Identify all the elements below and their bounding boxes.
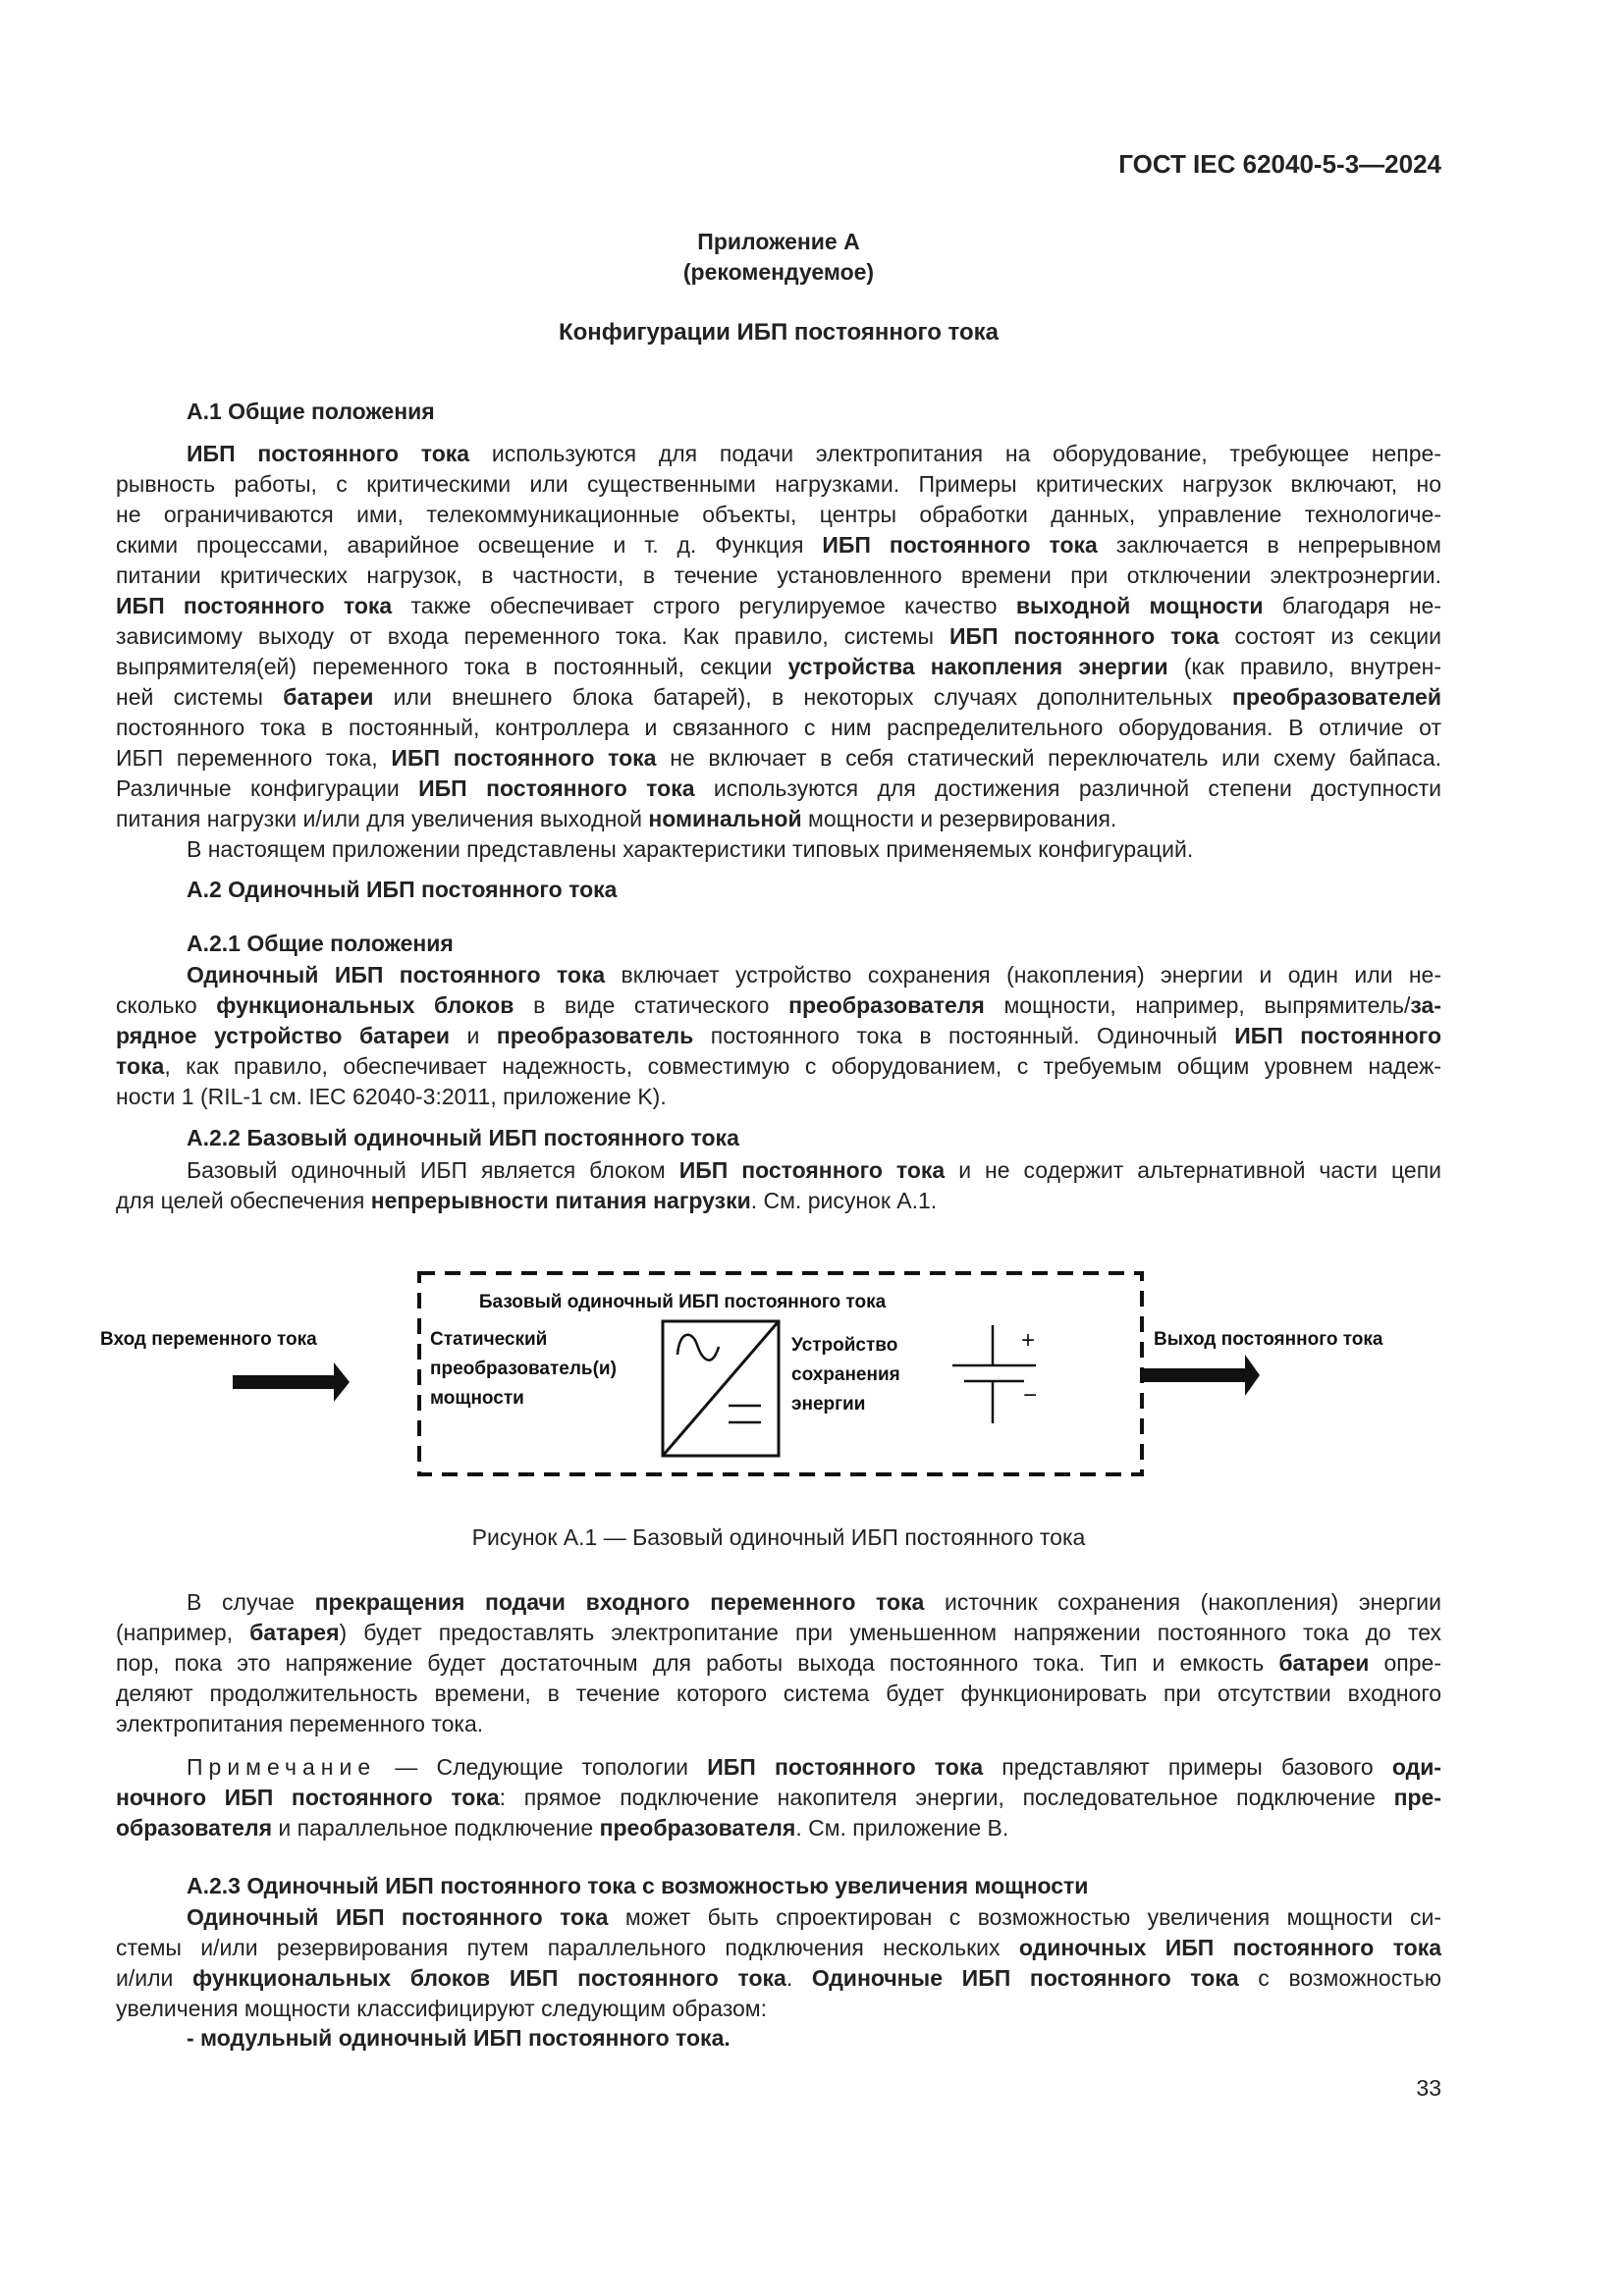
text-run: постоянного тока в постоянный, контроллера и связанного с ним распределительного оборудования. В отличие от	[116, 715, 1441, 740]
output-label: Выход постоянного тока	[1154, 1329, 1383, 1350]
text-run: постоянного тока в постоянный. Одиночный	[693, 1023, 1235, 1048]
storage-label-line-2: сохранения	[791, 1364, 900, 1385]
text-run: может быть спроектирован с возможностью увеличения мощности си-	[608, 1904, 1441, 1930]
text-run: и/или	[116, 1965, 193, 1991]
text-run: сколько	[116, 992, 217, 1018]
text-line	[116, 1680, 1441, 1707]
text-run: опре-	[1369, 1650, 1441, 1676]
text-run: с возможностью	[1238, 1965, 1441, 1991]
text-run: и	[449, 1023, 497, 1048]
text-line	[116, 1187, 1441, 1214]
bold-term: преобразователя	[599, 1815, 796, 1841]
text-line	[116, 714, 1441, 741]
text-run: . См. приложение В.	[795, 1815, 1009, 1841]
text-line	[116, 622, 1441, 650]
converter-label-line-2: преобразователь(и)	[430, 1359, 617, 1379]
bold-term: выходной мощности	[1015, 593, 1264, 618]
bold-term: номинальной	[648, 806, 802, 831]
bold-term: ИБП постоянного тока	[707, 1754, 984, 1780]
converter-label-line-1: Статический	[430, 1329, 548, 1350]
bullet-modular-ups: - модульный одиночный ИБП постоянного тока.	[187, 2025, 731, 2051]
text-line	[116, 683, 1441, 711]
storage-label-line-1: Устройство	[791, 1335, 898, 1356]
page-number: 33	[1416, 2075, 1441, 2101]
output-arrow-icon	[1144, 1355, 1260, 1396]
ac-dc-converter-icon	[663, 1321, 779, 1456]
bold-term: одиночных ИБП постоянного тока	[1018, 1935, 1441, 1960]
section-a21-heading: А.2.1 Общие положения	[187, 931, 454, 956]
bold-term: за-	[1410, 992, 1441, 1018]
note-label: Примечание	[187, 1754, 377, 1780]
text-run: : прямое подключение накопителя энергии, последовательное подключение	[499, 1785, 1394, 1810]
bold-term: пре-	[1393, 1785, 1441, 1810]
text-line	[116, 1964, 1441, 1992]
text-line	[187, 1156, 1441, 1184]
bold-term: ИБП постоянного тока	[187, 441, 470, 466]
text-line	[116, 805, 1441, 832]
bold-term: Одиночные ИБП постоянного тока	[811, 1965, 1239, 1991]
text-run: представляют примеры базового	[983, 1754, 1392, 1780]
text-run: заключается в непрерывном	[1097, 532, 1441, 558]
bold-term: рядное устройство батареи	[116, 1023, 450, 1048]
text-run: также обеспечивает строго регулируемое качество	[392, 593, 1016, 618]
text-run: увеличения мощности классифицируют следующим образом:	[116, 1996, 768, 2021]
text-run: электропитания переменного тока.	[116, 1711, 484, 1736]
bold-term: преобразователь	[496, 1023, 694, 1048]
converter-label-line-3: мощности	[430, 1388, 524, 1409]
bold-term: преобразователей	[1232, 684, 1441, 710]
bold-term: ИБП постоянного тока	[948, 623, 1219, 649]
text-run: деляют продолжительность времени, в течение которого система будет функционировать при отсутствии входного	[116, 1681, 1441, 1706]
bold-term: ИБП постоянного тока	[391, 745, 657, 771]
bold-term: батареи	[1278, 1650, 1370, 1676]
plus-sign: +	[1021, 1327, 1036, 1354]
text-line	[116, 1934, 1441, 1961]
text-run: — Следующие топологии	[376, 1754, 708, 1780]
text-run: не ограничиваются ими, телекоммуникационные объекты, центры обработки данных, управление технологиче-	[116, 502, 1441, 527]
text-line	[187, 440, 1441, 467]
bold-term: Одиночный ИБП постоянного тока	[187, 962, 606, 988]
bold-term: ночного ИБП постоянного тока	[116, 1785, 500, 1810]
annex-heading: Конфигурации ИБП постоянного тока	[558, 319, 1000, 346]
text-run: Различные конфигурации	[116, 775, 419, 801]
text-run: .	[785, 1965, 812, 1991]
figure-a1-caption: Рисунок А.1 — Базовый одиночный ИБП постоянного тока	[471, 1524, 1086, 1550]
text-line	[116, 744, 1441, 772]
bold-term: ИБП постоянного тока	[116, 593, 393, 618]
bold-term: тока	[116, 1053, 165, 1079]
text-line	[116, 1814, 1441, 1842]
section-a2-heading: А.2 Одиночный ИБП постоянного тока	[187, 877, 618, 902]
text-run: ней системы	[116, 684, 284, 710]
text-line	[116, 561, 1441, 589]
text-run: ИБП переменного тока,	[116, 745, 392, 771]
text-line	[116, 592, 1441, 619]
text-line	[116, 470, 1441, 498]
text-run: скими процессами, аварийное освещение и т. д. Функция	[116, 532, 823, 558]
text-line	[187, 1588, 1441, 1616]
text-run: для целей обеспечения	[116, 1188, 371, 1213]
text-run: рывность работы, с критическими или существенными нагрузками. Примеры критических нагрузок включают, но	[116, 471, 1441, 497]
bold-term: оди-	[1391, 1754, 1441, 1780]
text-run: состоят из секции	[1218, 623, 1441, 649]
text-run: ) будет предоставлять электропитание при уменьшенном напряжении постоянного тока до тех	[339, 1620, 1442, 1645]
text-run: питании критических нагрузок, в частности, в течение установленного времени при отключении электроэнергии.	[116, 562, 1441, 588]
annex-status: (рекомендуемое)	[682, 259, 875, 285]
bold-term: ИБП постоянного тока	[822, 532, 1098, 558]
text-run: стемы и/или резервирования путем параллельного подключения нескольких	[116, 1935, 1019, 1960]
text-line	[116, 1710, 1441, 1737]
bold-term: функциональных блоков	[216, 992, 514, 1018]
text-run: используются для подачи электропитания на оборудование, требующее непре-	[469, 441, 1442, 466]
figure-title: Базовый одиночный ИБП постоянного тока	[478, 1292, 887, 1312]
text-run: включает устройство сохранения (накопления) энергии и один или не-	[605, 962, 1441, 988]
text-line	[187, 961, 1441, 988]
bold-term: ИБП постоянного тока	[418, 775, 695, 801]
section-a22-heading: А.2.2 Базовый одиночный ИБП постоянного тока	[187, 1125, 739, 1150]
bold-term: функциональных блоков ИБП постоянного тока	[192, 1965, 786, 1991]
text-run: благодаря не-	[1263, 593, 1441, 618]
text-run: в виде статического	[514, 992, 789, 1018]
text-run: не включает в себя статический переключатель или схему байпаса.	[656, 745, 1442, 771]
text-run: используются для достижения различной степени доступности	[694, 775, 1441, 801]
bold-term: ИБП постоянного тока	[678, 1157, 946, 1183]
text-line	[187, 1753, 1441, 1781]
text-line	[116, 531, 1441, 559]
bold-term: устройства накопления энергии	[787, 654, 1168, 679]
section-a1-heading: А.1 Общие положения	[187, 399, 435, 424]
text-line	[116, 1995, 1441, 2022]
bold-term: образователя	[116, 1815, 273, 1841]
text-run: , как правило, обеспечивает надежность, совместимую с оборудованием, с требуемым общим уровнем надеж-	[164, 1053, 1441, 1079]
text-run: питания нагрузки и/или для увеличения выходной	[116, 806, 649, 831]
text-run: ности 1 (RIL-1 см. IEC 62040-3:2011, приложение K).	[116, 1084, 667, 1109]
storage-label-line-3: энергии	[791, 1394, 866, 1415]
bold-term: батарея	[249, 1620, 340, 1645]
text-line	[116, 501, 1441, 528]
text-run: Базовый одиночный ИБП является блоком	[187, 1157, 679, 1183]
text-line	[116, 1022, 1441, 1049]
text-line	[116, 774, 1441, 802]
text-run: и не содержит альтернативной части цепи	[945, 1157, 1441, 1183]
text-line	[116, 1083, 1441, 1110]
text-line	[116, 653, 1441, 680]
text-line	[116, 1784, 1441, 1811]
bold-term: Одиночный ИБП постоянного тока	[187, 1904, 609, 1930]
bold-term: ИБП постоянного	[1234, 1023, 1441, 1048]
text-run: зависимому выходу от входа переменного тока. Как правило, системы	[116, 623, 949, 649]
text-line	[187, 1903, 1441, 1931]
text-run: В случае	[187, 1589, 315, 1615]
text-run: (как правило, внутрен-	[1167, 654, 1441, 679]
figure-a1-diagram	[100, 1256, 1383, 1492]
text-run: (например,	[116, 1620, 250, 1645]
text-run: источник сохранения (накопления) энергии	[924, 1589, 1442, 1615]
text-line	[116, 1619, 1441, 1646]
bold-term: непрерывности питания нагрузки	[370, 1188, 751, 1213]
bold-term: преобразователя	[788, 992, 985, 1018]
annex-title: Приложение А	[697, 229, 860, 254]
text-run: . См. рисунок А.1.	[750, 1188, 938, 1213]
text-line	[116, 1649, 1441, 1677]
text-run: мощности и резервирования.	[801, 806, 1117, 831]
text-run: мощности, например, выпрямитель/	[984, 992, 1411, 1018]
text-line	[116, 991, 1441, 1019]
text-run: пор, пока это напряжение будет достаточным для работы выхода постоянного тока. Тип и емкость	[116, 1650, 1279, 1676]
text-run: или внешнего блока батарей), в некоторых случаях дополнительных	[373, 684, 1233, 710]
bold-term: батареи	[283, 684, 374, 710]
input-arrow-icon	[233, 1362, 350, 1402]
text-run: и параллельное подключение	[272, 1815, 600, 1841]
minus-sign: −	[1023, 1382, 1038, 1409]
bold-term: прекращения подачи входного переменного тока	[314, 1589, 925, 1615]
input-label: Вход переменного тока	[100, 1329, 317, 1350]
section-a1-closing: В настоящем приложении представлены характеристики типовых применяемых конфигураций.	[187, 836, 1194, 862]
section-a23-heading: А.2.3 Одиночный ИБП постоянного тока с возможностью увеличения мощности	[187, 1873, 1089, 1898]
text-run: выпрямителя(ей) переменного тока в постоянный, секции	[116, 654, 788, 679]
text-line	[116, 1052, 1441, 1080]
document-code: ГОСТ IEC 62040-5-3—2024	[1118, 149, 1441, 179]
